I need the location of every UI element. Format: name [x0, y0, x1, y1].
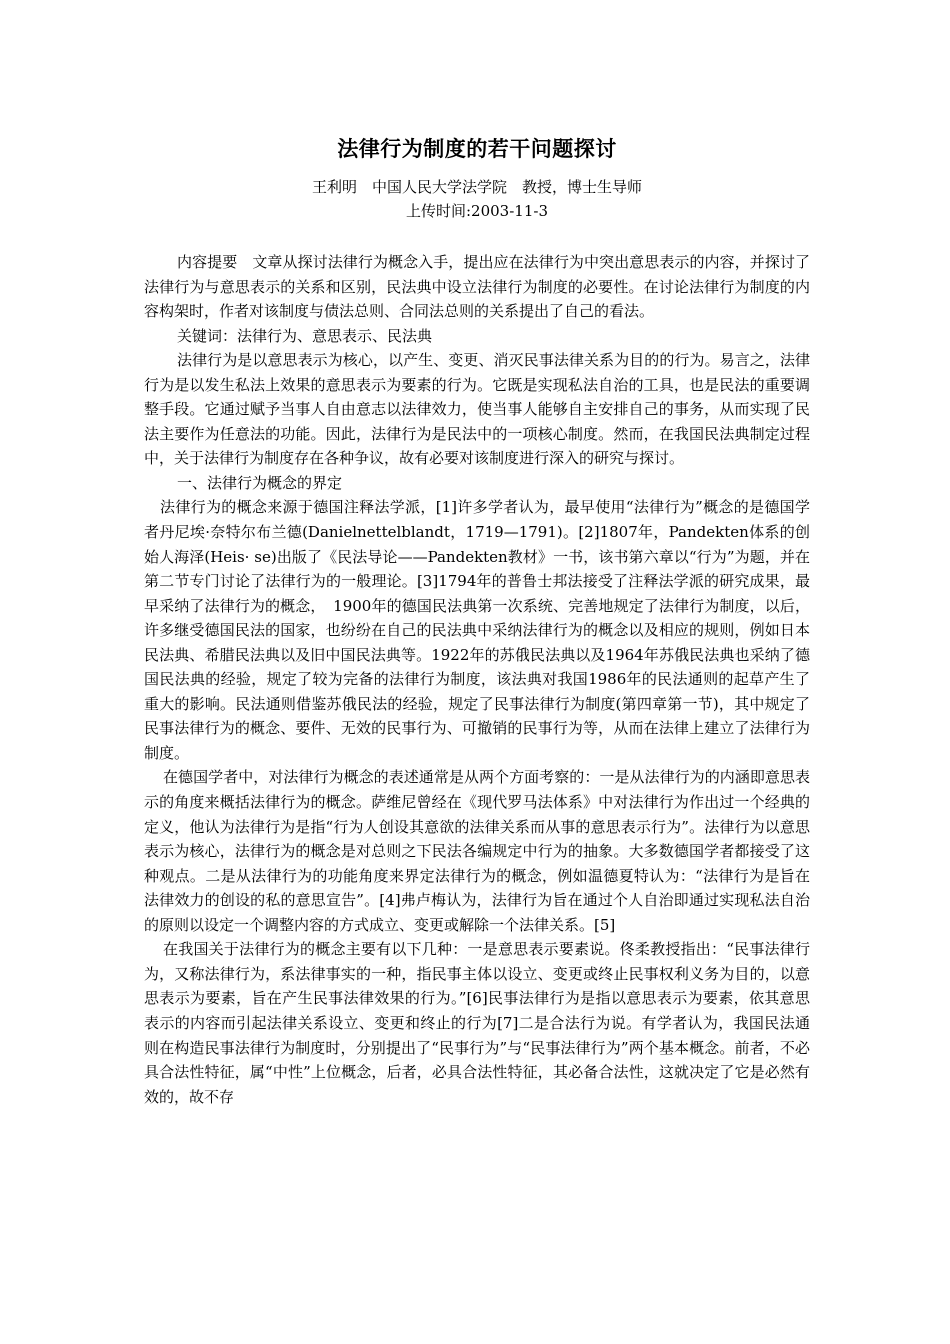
upload-date: 上传时间:2003-11-3 — [406, 202, 548, 220]
body-paragraph: 在我国关于法律行为的概念主要有以下几种：一是意思表示要素说。佟柔教授指出：“民事法律行为，又称法律行为，系法律事实的一种，指民事主体以设立、变更或终止民事权利义务为目的，以意思表示为要素，旨在产生民事法律效果的行为。”[6]民事法律行为是指以意思表示为要素，依其意思表示的内容而引起法律关系设立、变更和终止的行为[7]二是合法行为说。有学者认为，我国民法通则在构造民事法律行为制度时，分别提出了“民事行为”与“民事法律行为”两个基本概念。前者，不必具合法性特征，属“中性”上位概念，后者，必具合法性特征，其必备合法性，这就决定了它是必然有效的，故不存 — [144, 940, 810, 1106]
document-body — [144, 250, 810, 1109]
body-paragraph: 法律行为是以意思表示为核心，以产生、变更、消灭民事法律关系为目的的行为。易言之，法律行为是以发生私法上效果的意思表示为要素的行为。它既是实现私法自治的工具，也是民法的重要调整手段。它通过赋予当事人自由意志以法律效力，使当事人能够自主安排自己的事务，从而实现了民法主要作为任意法的功能。因此，法律行为是民法中的一项核心制度。然而，在我国民法典制定过程中，关于法律行为制度存在各种争议，故有必要对该制度进行深入的研究与探讨。 — [144, 351, 810, 468]
document-title: 法律行为制度的若干问题探讨 — [337, 136, 617, 161]
body-paragraph: 法律行为的概念来源于德国注释法学派，[1]许多学者认为，最早使用“法律行为”概念的是德国学者丹尼埃·奈特尔布兰德(Danielnettelblandt，1719—1791)。[2]1807年，Pandekten体系的创始人海泽(Heis· se)出版了《民法导论——Pandekten教材》一书，该书第六章以“行为”为题，并在第二节专门讨论了法律行为的一般理论。[3]1794年的普鲁士邦法接受了注释法学派的研究成果，最早采纳了法律行为的概念， 1900年的德国民法典第一次系统、完善地规定了法律行为制度，以后，许多继受德国民法的国家，也纷纷在自己的民法典中采纳法律行为的概念以及相应的规则，例如日本民法典、希腊民法典以及旧中国民法典等。1922年的苏俄民法典以及1964年苏俄民法典也采纳了德国民法典的经验，规定了较为完备的法律行为制度，该法典对我国1986年的民法通则的起草产生了重大的影响。民法通则借鉴苏俄民法的经验，规定了民事法律行为制度(第四章第一节)，其中规定了民事法律行为的概念、要件、无效的民事行为、可撤销的民事行为等，从而在法律上建立了法律行为制度。 — [144, 498, 810, 762]
abstract-paragraph: 内容提要 文章从探讨法律行为概念入手，提出应在法律行为中突出意思表示的内容，并探讨了法律行为与意思表示的关系和区别，民法典中设立法律行为制度的必要性。在讨论法律行为制度的内容构架时，作者对该制度与债法总则、合同法总则的关系提出了自己的看法。 — [144, 253, 810, 321]
section-heading: 一、法律行为概念的界定 — [177, 473, 343, 492]
body-paragraph: 在德国学者中，对法律行为概念的表述通常是从两个方面考察的：一是从法律行为的内涵即意思表示的角度来概括法律行为的概念。萨维尼曾经在《现代罗马法体系》中对法律行为作出过一个经典的定义，他认为法律行为是指“行为人创设其意欲的法律关系而从事的意思表示行为”。法律行为以意思表示为核心，法律行为的概念是对总则之下民法各编规定中行为的抽象。大多数德国学者都接受了这种观点。二是从法律行为的功能角度来界定法律行为的概念，例如温德夏特认为：“法律行为是旨在法律效力的创设的私的意思宣告”。[4]弗卢梅认为，法律行为旨在通过个人自治即通过实现私法自治的原则以设定一个调整内容的方式成立、变更或解除一个法律关系。[5] — [144, 768, 810, 934]
keywords-line: 关键词：法律行为、意思表示、民法典 — [177, 326, 433, 345]
author-line: 王利明 中国人民大学法学院 教授，博士生导师 — [311, 178, 642, 196]
